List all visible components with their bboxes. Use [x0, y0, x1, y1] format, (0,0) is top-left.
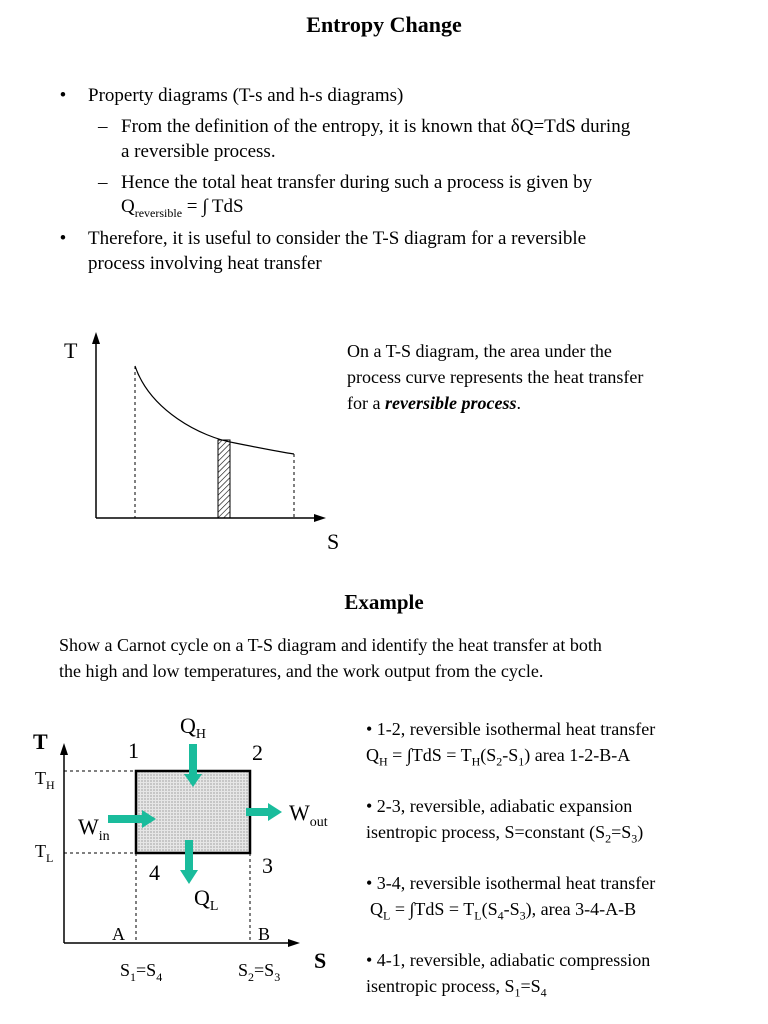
point-1-label: 1 — [128, 738, 139, 763]
s2-equals-s3-label — [238, 960, 280, 984]
win-sub: in — [98, 829, 110, 844]
s23-s: S — [238, 960, 249, 980]
point-4-label: 4 — [149, 860, 160, 885]
n1-sub2: H — [471, 754, 481, 769]
wout-sub: out — [309, 815, 328, 830]
th-sub: H — [46, 778, 55, 792]
s-axis-label: S — [314, 948, 327, 973]
wout-label — [289, 800, 328, 830]
point-2-label: 2 — [252, 740, 263, 765]
n2-b: =S — [611, 822, 632, 842]
diagram1-description-line1: On a T-S diagram, the area under the — [347, 341, 612, 361]
win-main: W — [78, 814, 99, 839]
differential-area-strip — [218, 440, 230, 518]
n2-a: isentropic process, S=constant (S — [366, 822, 606, 842]
ql-arrow-shaft — [185, 840, 193, 870]
n4-sub1: 1 — [514, 985, 521, 1000]
wout-arrow-shaft — [246, 808, 268, 816]
n3-b: = ∫TdS = T — [390, 899, 475, 919]
ql-main: Q — [194, 885, 210, 910]
subbullet-heat-transfer-line2 — [121, 195, 244, 225]
carnot-ts-diagram — [0, 700, 360, 1000]
n1-a: Q — [366, 745, 379, 765]
tl-sub: L — [46, 851, 54, 865]
t-axis-arrow — [60, 743, 68, 755]
s-axis-arrow — [314, 514, 326, 522]
qh-arrow-shaft — [189, 744, 197, 774]
bullet-property-diagrams: Property diagrams (T-s and h-s diagrams) — [88, 85, 404, 106]
bullet-ts-diagram-line1: Therefore, it is useful to consider the T-S diagram for a reversible — [88, 228, 587, 249]
s14-eq: =S — [136, 960, 157, 980]
note-4-1-line2 — [366, 973, 547, 1006]
note-4-1-line1: • 4-1, reversible, adiabatic compression — [366, 950, 651, 970]
n1-c: (S — [480, 745, 497, 765]
n3-sub1: L — [383, 908, 391, 923]
note-1-2-line2 — [366, 742, 630, 775]
bullet-glyph: • — [59, 85, 67, 106]
integral-expression: = ∫ TdS — [182, 196, 244, 217]
point-b-label: B — [258, 924, 271, 944]
ts-diagram-reversible — [0, 320, 345, 560]
n3-a: Q — [370, 899, 383, 919]
note-3-4-line1: • 3-4, reversible isothermal heat transfer — [366, 873, 656, 893]
example-text-line2: the high and low temperatures, and the work output from the cycle. — [59, 661, 544, 681]
subbullet-entropy-definition-line2: a reversible process. — [121, 141, 276, 162]
dash-glyph: – — [98, 116, 108, 137]
process-curve — [135, 366, 294, 454]
wout-arrow — [246, 803, 282, 821]
n1-b: = ∫TdS = T — [387, 745, 472, 765]
n1-sub4: 1 — [518, 754, 525, 769]
note-1-2-line1: • 1-2, reversible isothermal heat transfer — [366, 719, 656, 739]
tl-label — [35, 841, 53, 865]
s14-sub1: 1 — [130, 970, 137, 984]
th-label — [35, 768, 55, 792]
diagram1-description-line2: process curve represents the heat transfer — [347, 367, 644, 387]
note-3-4-line2 — [370, 896, 636, 929]
s1-equals-s4-label — [120, 960, 162, 984]
n1-sub1: H — [379, 754, 388, 769]
n4-b: =S — [520, 976, 541, 996]
n3-d: -S — [503, 899, 520, 919]
n1-sub3: 2 — [496, 754, 503, 769]
n3-c: (S — [481, 899, 498, 919]
n3-sub2: L — [474, 908, 482, 923]
n1-e: ) area 1-2-B-A — [524, 745, 631, 765]
q-symbol: Q — [121, 196, 135, 217]
n2-c: ) — [637, 822, 644, 842]
subbullet-heat-transfer-line1: Hence the total heat transfer during such a process is given by — [121, 172, 593, 193]
wout-arrow-head — [268, 803, 282, 821]
bullet-glyph: • — [59, 228, 67, 249]
bullet-ts-diagram-line2: process involving heat transfer — [88, 253, 322, 274]
q-subscript: reversible — [134, 205, 183, 220]
qh-label — [180, 713, 206, 742]
n3-e: ), area 3-4-A-B — [525, 899, 637, 919]
example-text-line1: Show a Carnot cycle on a T-S diagram and identify the heat transfer at both — [59, 635, 602, 655]
s23-sub2: 3 — [274, 970, 281, 984]
s-axis-arrow — [288, 939, 300, 947]
t-axis-label: T — [64, 338, 78, 363]
note-2-3-line1: • 2-3, reversible, adiabatic expansion — [366, 796, 633, 816]
n2-sub2: 3 — [631, 831, 638, 846]
win-arrow-shaft — [108, 815, 142, 823]
ql-arrow-head — [180, 870, 198, 884]
note-2-3-line2 — [366, 819, 643, 852]
ql-sub: L — [209, 899, 219, 914]
t-axis-label: T — [33, 729, 48, 754]
th-main: T — [35, 768, 46, 788]
s14-sub2: 4 — [156, 970, 163, 984]
s23-eq: =S — [254, 960, 275, 980]
dash-glyph: – — [98, 172, 108, 193]
s23-sub1: 2 — [248, 970, 255, 984]
t-axis-arrow — [92, 332, 100, 344]
tl-main: T — [35, 841, 46, 861]
example-heading: Example — [344, 590, 424, 614]
n3-sub3: 4 — [497, 908, 504, 923]
desc-suffix: . — [516, 393, 521, 413]
n4-a: isentropic process, S — [366, 976, 515, 996]
s-axis-label: S — [327, 529, 340, 554]
n2-sub1: 2 — [605, 831, 612, 846]
win-label — [78, 814, 110, 844]
n3-sub4: 3 — [519, 908, 526, 923]
reversible-process-emphasis: reversible process — [384, 393, 517, 413]
page-title: Entropy Change — [306, 12, 462, 37]
desc-prefix: for a — [347, 393, 385, 413]
diagram1-description-line3 — [347, 390, 521, 416]
subbullet-entropy-definition-line1: From the definition of the entropy, it is known that δQ=TdS during — [121, 116, 631, 137]
ql-label — [194, 885, 218, 914]
n1-d: -S — [502, 745, 519, 765]
n4-sub2: 4 — [540, 985, 547, 1000]
point-a-label: A — [112, 924, 125, 944]
qh-sub: H — [195, 727, 207, 742]
wout-main: W — [289, 800, 310, 825]
s14-s: S — [120, 960, 131, 980]
point-3-label: 3 — [262, 853, 273, 878]
qh-main: Q — [180, 713, 196, 738]
